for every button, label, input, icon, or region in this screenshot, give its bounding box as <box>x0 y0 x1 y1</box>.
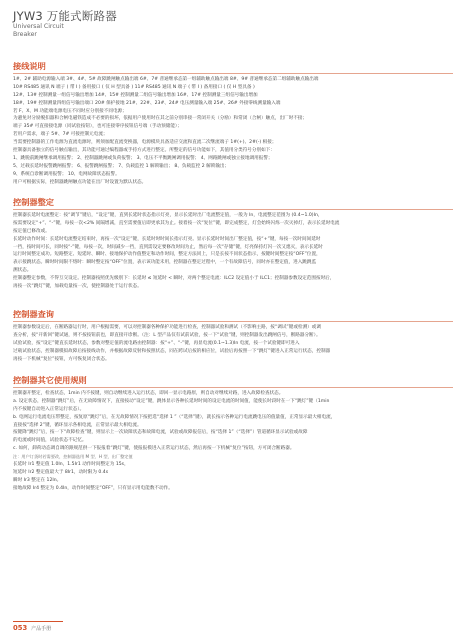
text-line: 控制器具备独立的信号触点输出，其功能可通过编程器或手持方式进行整定。所整定的信号功能如下，其值用分类符号分别如下： <box>13 148 275 154</box>
terminal-description <box>13 76 455 186</box>
text-line: 用户可根据实际，控制器跳闸触点功能在出厂时设置为默认状态。 <box>13 179 147 185</box>
text-line: 试验试验，按“设定”键直长延时状态，参数对整定值的流电路由控制器：按“+”、“-”键，再显电流(0.1~1.3)In 电流，按一个试验键即可进入 <box>13 340 300 346</box>
text-line: 9、系统自诊断调用报警； 10、电网故障状态报警。 <box>13 171 120 177</box>
text-line: a. 设定状态，控制器“跳灯”后，在无故障情况下，直接按动“设定”键，跳体显示各种长延时时间的设定电流的时间值，能使长时段时在一下“跳灯”键（1min <box>13 398 330 404</box>
other-description <box>13 390 455 493</box>
text-line: 长延时动作时间：长延时电流整定结束时，再按一次“设定”键，长延时时时间长指示灯亮。显示长延时时间出厂整定值，按“+”键，每按一次时间间延时 <box>13 236 321 242</box>
footer-divider <box>13 621 63 622</box>
text-line: 直接按“选择 2”键，循环显示各相电流，正常显示最大相电流。 <box>13 422 142 428</box>
text-line: c. 如何，卸荷动态调自调的跟规范供一下报报着“跳灯”键，使报报模进入正常运行状态，然后再按一下机械“复位”按钮，方可闭合断路器。 <box>13 446 295 452</box>
text-line: 10# RS485 通讯 N 端子 ( 带 I ) 备用接口 ( 仅 H 型具备 ) 11# RS485 通讯 N 端子 ( 带 I ) 备用接口 ( 仅 H 型具备 ) <box>13 84 255 90</box>
text-line: 一挡，按时间可长，同时按“-”键，每按一次，时间减少一挡，直到需设定要修改时间为止，然后每一次“存储”键，灯亮保持灯闪一次又熄灭，表示长延时 <box>13 244 323 250</box>
text-line: b. 电网运行电流电压带整定，按复原“跳灯”后，在无故障情况下按把选“选择 1 ”（“选择”键），就长按示各种运行电流跳电压的值量值，正常显示最大相电流， <box>13 414 336 420</box>
text-line: 按定值已修改或。 <box>13 228 50 234</box>
text-line: 若用户需求，端子 5#、7# 可接控制元电流； <box>13 132 108 138</box>
page-title: JYW3 万能式断路器 <box>13 9 117 23</box>
text-line: 内不按键自动进入正常运行状态）。 <box>13 406 85 412</box>
text-line: 过载试验状态，控制器模拟故障后按接线动作，并根据故障反射和按照状态，同在跨试后按的相应位，试验后再按照一下“跳灯”键进入正常运行状态，控制器 <box>13 348 331 354</box>
english-subtitle-line-1: Universal Circuit <box>13 23 64 30</box>
footer-label: 产品手册 <box>31 626 52 632</box>
text-line: 若 F、X、M 功能端电源电压不同时应分别接不同电源； <box>13 108 127 114</box>
text-line: 注：用户订货时若需要改，控制器选用 M 型、H 型，出厂整定值 <box>13 454 133 460</box>
text-line: 5、过载长延时报警跳闸报警； 6、报警跳闸报警； 7、负载监控 1 解锁输出； 8、负载监控 2 解锁输出； <box>13 163 230 169</box>
text-line: 再按一次“跳灯”键，加载电量按一次，使控制器处于运行状态。 <box>13 284 142 290</box>
section-divider <box>13 321 453 322</box>
section-heading-query: 控制器查询 <box>13 309 54 319</box>
page-header <box>13 9 117 39</box>
text-line: 1、跳脱前跳闸继承调用报警； 2、控制器跳闸或负荷报警； 3、电压不平衡跳闸调用报警； 4、网路跳闸或独立接地调用报警； <box>13 155 273 161</box>
text-line: 12#、13# 控制测量一组信号输出增加 14#、15# 控制测量二组信号输出增加 16#、17# 控制测量三组信号输出增加 <box>13 92 258 98</box>
text-line: 查分析，按“开新回”键试通，则不按按钮前也，即直接开诊断。（注：L 型产品仅有试前试验，按一下“试验”键，则控制器发出跳闸信号，断路器分断）。 <box>13 332 321 338</box>
text-line: 为避免对分励脱扣器和合闸电磁铁造成不必要的损坏，依据用户使用时在其之前分别串接一常闭开关（分励）和常闭（合闸）触点，出厂时不接； <box>13 116 308 122</box>
query-description <box>13 324 455 363</box>
section-divider <box>13 73 453 74</box>
protect-description <box>13 212 455 291</box>
text-line: 长延时 Ir1 整定值 1.0In，1.5Ir1 动作时间整定为 15s， <box>13 462 129 468</box>
text-line: 1#、2# 辅助电源输入端 3#、4#、5# 故障跳闸触点输出端 6#、7# 普通继承态第一组辅助触点输出端 8#、9# 普通继承态第二组辅助触点输出端 <box>13 77 319 82</box>
text-line: 控制器整定参数，不得互交设定。控制器按照优先级别下：长延时 ≤ 短延时 < 瞬时，对两个整定电流：ILC2 设定值小于 ILC1；控制器参数设定范围按时后， <box>13 276 335 282</box>
section-divider <box>13 209 453 210</box>
section-heading-terminal: 接线说明 <box>13 61 46 71</box>
text-line: 按需要设定“+”、“-”键，每按一次<2% 间隔增减，直至需要值后即更承其为止。接着按一次“复位”键，即完成整定，灯会始终闪烁一次灭掉灯，表示长延时电流 <box>13 220 340 226</box>
text-line: 表示接跳状态。瞬时时间限不熔时：瞬时整定按“OFF”位置，表示该功能未用，控制器在整定过程中，一个有故障信号，同时亦在整定值，进入跳跳监 <box>13 260 317 266</box>
text-line: 再按一下机械“复位”按钮，方可恢复闭合状态。 <box>13 356 110 362</box>
page-footer <box>13 624 51 632</box>
english-subtitle-line-2: Breaker <box>13 31 37 38</box>
text-line: 运行时间整定成功。短路整定、短延时、瞬时、接地保护动作值整定和动作时间，整定方法同上，只是长按不同状态指示，按键时间整定按“OFF”位置， <box>13 252 321 258</box>
text-line: 短延时 Ir2 整定值最大于 8Ir1，动时限为 0.4s <box>13 469 109 475</box>
text-line: 控制器长延时电流整定：按“调节”键后，“设定”键，直到长延时状态指示灯亮，显示长延时出厂电流整定值，一般为 In，电流整定范围为 (0.4~1.0)In， <box>13 213 323 218</box>
text-line: 按键降“跳灯”后，按一下“故障检查”键，则显示上一次故障状态和故障电流，试验或故障报信后，按“选择 1”（“选择”）管道循环显示试验或故障 <box>13 430 308 436</box>
text-line: 控制器开整定，检查状态，1min 内不按键，则自动继续进入运行状态，即回一显示电路原，则自动对继续对路，进入故障检查状态。 <box>13 391 284 396</box>
text-line: 控制器参数设定后，在断路器运行时，用户根据需要，可以对控制器各种保护功能进行检查，控制器试验和测试（不影响主路，按“调试”键或检测）或调 <box>13 325 321 330</box>
text-line: 测状态。 <box>13 268 32 274</box>
text-line: 当需要控制器的工作电源为直流电源时，则须加配直流变换器，电源模块具备适应交流和直流二次继流端子 1#(+)、2#(-) 相接； <box>13 140 277 146</box>
text-line: 瞬时 Ir3 整定在 12In。 <box>13 477 62 483</box>
page-number: 053 <box>13 624 28 632</box>
section-heading-other: 控制器其它使用规则 <box>13 375 87 385</box>
section-heading-protect: 控制器整定 <box>13 197 54 207</box>
text-line: 18#、19# 控制测量四组信号输出端口 20# 保护接地 21#、22#、23#、24# 电压测量输入端 25#、26# 外接零线测量输入端 <box>13 100 281 106</box>
text-line: 接地故障 Ir4 整定为 0.4In，动作时间整定“OFF”，只有显示用电能数不动作。 <box>13 485 173 491</box>
section-divider <box>13 387 453 388</box>
text-line: 的电流或时间值，试验状态不记忆。 <box>13 438 87 444</box>
text-line: 端子 35# 可直接接电源（同试验按钮），也可连接零序按钮信号端（手动预储能）； <box>13 124 182 130</box>
